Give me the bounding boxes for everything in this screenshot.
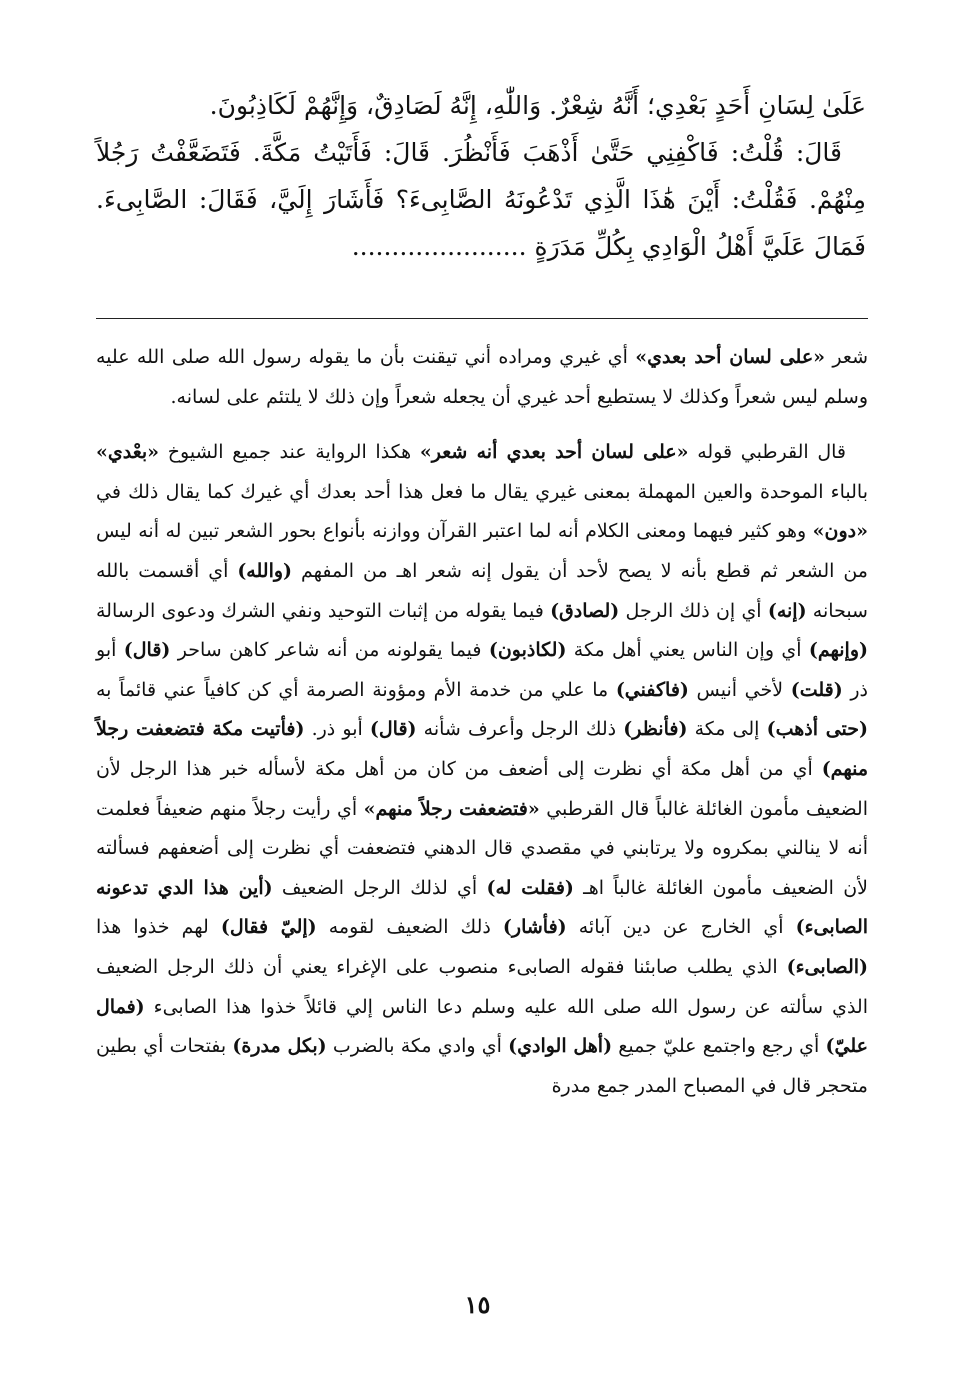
page-number: ١٥	[464, 1290, 491, 1319]
quoted-term: (أهل الوادي)	[508, 1035, 613, 1058]
commentary-text: أي غيري ومراده أني تيقنت بأن ما يقوله رسول الله صلى الله عليه وسلم ليس شعراً وكذلك لا يستطيع أحد غيري أن يجعله شعراً وإن ذلك لا يلتئم على لسانه.	[96, 346, 868, 408]
quoted-term: (قلت)	[790, 678, 843, 701]
commentary-text: أي رأيت رجلاً منهم ضعيفاً فعلمت أنه لا ينالني بمكروه ولا يرتابني في مقصدي قال الدهني فتضعفت أي نظرت إلى أضعفهم فسألته لأن الضعيف مأمون الغائلة غالباً اهـ	[96, 797, 868, 899]
hadith-paragraph-2: قَالَ: قُلْتُ: فَاكْفِنِي حَتَّىٰ أَذْهَبَ فَأَنْظُرَ. قَالَ: فَأَتَيْتُ مَكَّةَ. فَتَضَعَّفْتُ رَجُلاً مِنْهُمْ. فَقُلْتُ: أَيْنَ هَٰذَا الَّذِي تَدْعُونَهُ الصَّابِىءَ؟ فَأَشَارَ إِلَيَّ، فَقَالَ: الصَّابِىءَ. فَمَالَ عَلَيَّ أَهْلُ الْوَادِي بِكُلِّ مَدَرَةٍ ......................	[96, 138, 866, 261]
quoted-term: «بعْدي»	[96, 441, 160, 464]
quoted-term: «على لسان أحد بعدي»	[635, 346, 826, 368]
quoted-term: (فأتيت مكة فتضعفت رجلاً منهم)	[96, 718, 868, 780]
quoted-term: (وإنهم)	[808, 639, 868, 662]
quoted-term: (لكاذبون)	[488, 639, 567, 662]
commentary	[96, 338, 868, 1106]
commentary-text: أي أقسمت بالله سبحانه	[96, 559, 868, 622]
quoted-term: (قال)	[123, 639, 171, 662]
commentary-text: أي وإن الناس يعني أهل مكة	[566, 639, 809, 662]
commentary-text: ذلك الرجل وأعرف شأنه	[416, 718, 624, 741]
quoted-term: (لصادق)	[550, 599, 620, 622]
commentary-text: وهو كثير فيهما ومعنى الكلام أنه لما اعتبر القرآن ووازنه بأنواع بحور الشعر تبين له أنه ليس من الشعر ثم قطع بأنه لا يصح لأحد أن يقول إنه شعر اهـ من المفهم	[96, 520, 868, 582]
commentary-text: أي وادي مكة بالضرب	[326, 1035, 509, 1058]
commentary-text: أي رجع واجتمع عليّ جميع	[612, 1035, 826, 1058]
commentary-text: الذي يطلب صابئنا فقوله الصابىء منصوب على الإغراء يعني أن ذلك الرجل الضعيف الذي سألته عن رسول الله صلى الله عليه وسلم دعا الناس إلي قائلاً خذوا هذا الصابىء	[96, 955, 868, 1018]
quoted-term: (فأنظر)	[623, 718, 688, 741]
commentary-text: شعر	[825, 346, 869, 368]
quoted-term: (فمال عليّ)	[96, 995, 868, 1058]
quoted-term: (إنه)	[767, 599, 807, 622]
quoted-term: (الصابىء)	[786, 955, 868, 978]
commentary-text: فيما يقوله من إثبات التوحيد ونفي الشرك ودعوى الرسالة	[96, 599, 551, 622]
commentary-text: أي من أهل مكة أي نظرت إلى أضعف من كان من أهل مكة لأسأله خبر هذا الرجل لأن الضعيف مأمون الغائلة غالباً قال القرطبي	[96, 757, 868, 820]
quoted-term: (قال)	[369, 718, 417, 741]
quoted-term: (فقلت له)	[486, 876, 574, 899]
commentary-text: لأخي أنيس	[688, 678, 791, 701]
quoted-term: «على لسان أحد بعدي أنه شعر»	[419, 441, 689, 464]
quoted-term: (والله)	[237, 559, 293, 582]
commentary-text: بالباء الموحدة والعين المهملة بمعنى غيري يقال ما فعل هذا أحد بعدك أي غيرك كما يقال ذلك في	[96, 480, 868, 503]
commentary-text: أي الخارج عن دين آبائه	[566, 916, 796, 939]
commentary-text: إلى مكة	[687, 718, 767, 741]
commentary-text: أي لذلك الرجل الضعيف	[272, 876, 487, 899]
quoted-term: «فتضعفت رجلاً منهم»	[363, 797, 540, 820]
commentary-text: فيما يقولونه من أنه شاعر كاهن ساحر	[170, 639, 489, 662]
commentary-paragraph-2	[96, 433, 868, 1106]
quoted-term: (أين هذا الدي تدعونه الصابىء)	[96, 876, 869, 939]
commentary-text: أبو ذر	[96, 639, 868, 701]
commentary-text: قال القرطبي قوله	[688, 441, 846, 464]
quoted-term: (بكل مدرة)	[232, 1035, 327, 1058]
commentary-text: ذلك الضعيف لقومه	[316, 916, 503, 939]
quoted-term: (إليّ فقال)	[220, 916, 317, 939]
footnote-separator	[96, 318, 868, 319]
commentary-text: لهم خذوا هذا	[96, 916, 221, 939]
commentary-text: هكذا الرواية عند جميع الشيوخ	[159, 441, 420, 464]
commentary-text: بفتحات أي بطين متحجر قال في المصباح المدر جمع مدرة	[96, 1035, 868, 1097]
commentary-paragraph-1	[96, 338, 868, 417]
commentary-text: أي إن ذلك الرجل	[619, 599, 768, 622]
quoted-term: (فاكفني)	[615, 678, 689, 701]
quoted-term: (فأشار)	[502, 916, 567, 939]
hadith-text	[96, 82, 866, 270]
quoted-term: (حتى أذهب)	[766, 718, 868, 741]
quoted-term: «دون»	[812, 520, 868, 543]
commentary-text: أبو ذر.	[304, 718, 370, 741]
commentary-text: ما علي من خدمة الأم ومؤونة الصرمة أي كن كافياً عني قائماً به	[96, 678, 616, 701]
hadith-line-1: عَلَىٰ لِسَانِ أَحَدٍ بَعْدِي؛ أَنَّهُ شِعْرٌ. وَاللّٰهِ، إِنَّهُ لَصَادِقٌ، وَإِنَّهُمْ لَكَاذِبُونَ.	[209, 91, 866, 120]
